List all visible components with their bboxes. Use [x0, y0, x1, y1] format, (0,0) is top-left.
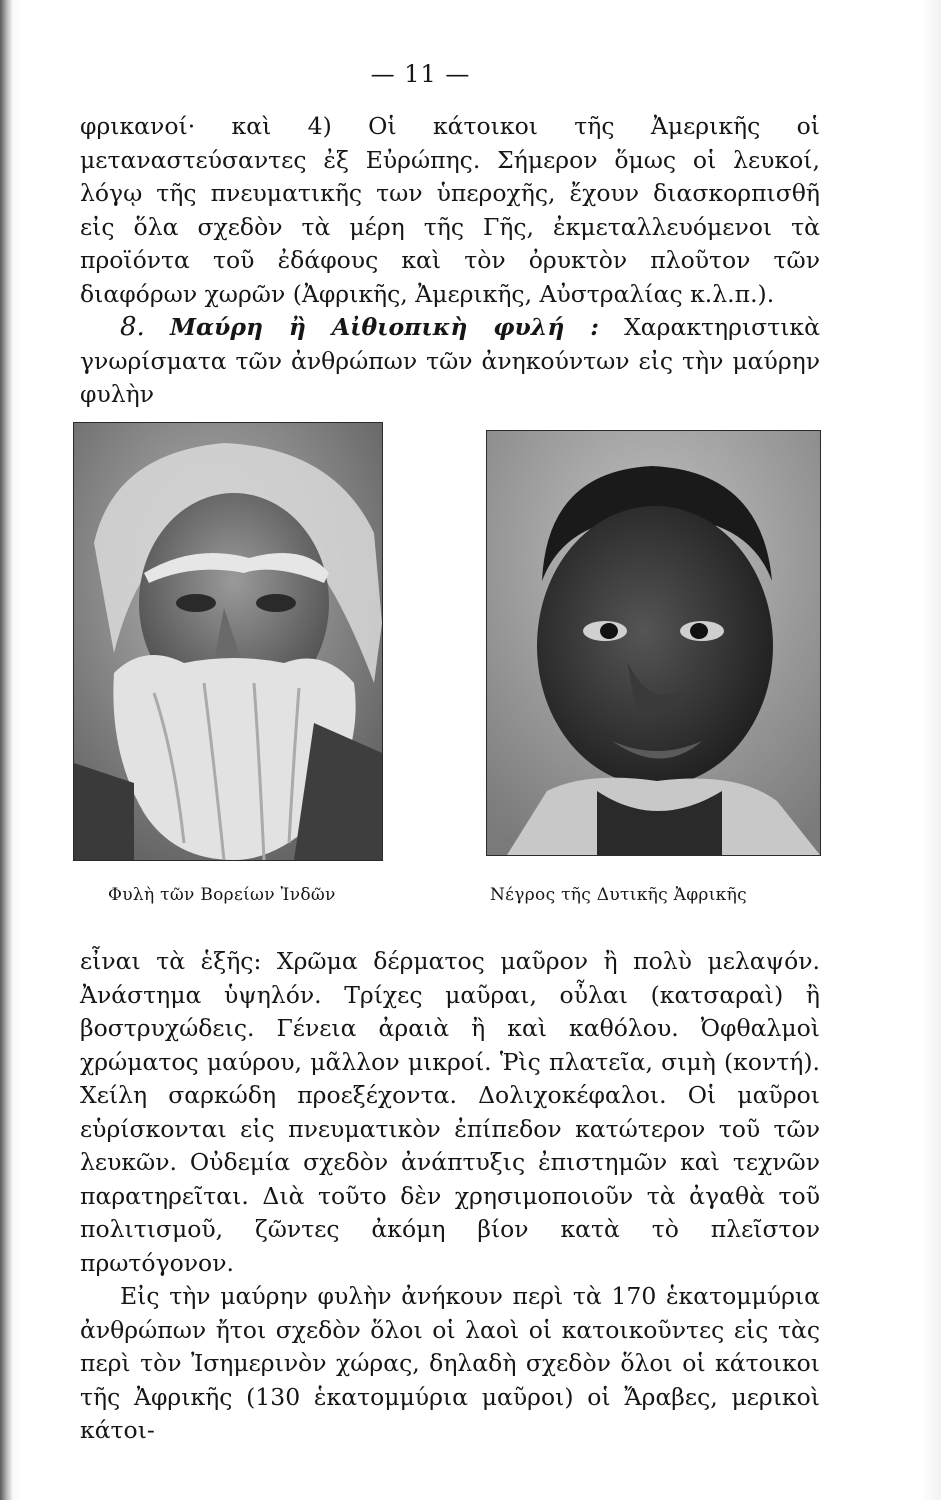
portrait-photo-west-african	[486, 430, 821, 856]
young-man-portrait-icon	[487, 431, 820, 855]
text-block-bottom	[80, 945, 820, 1448]
figure-caption-left: Φυλὴ τῶν Βορείων Ἰνδῶν	[108, 885, 336, 905]
figure-caption-right: Νέγρος τῆς Δυτικῆς Ἀφρικῆς	[490, 885, 747, 905]
section-title: Μαύρη ἢ Αἰθιοπικὴ φυλή :	[169, 313, 599, 341]
section-heading-paragraph	[80, 311, 820, 412]
text-block-top	[80, 110, 820, 412]
paragraph-continuation: φρικανοί· καὶ 4) Οἱ κάτοικοι τῆς Ἀμερικῆς οἱ μεταναστεύσαντες ἐξ Εὐρώπης. Σήμερον ὅμως οἱ λευκοί, λόγῳ τῆς πνευματικῆς των ὑπεροχῆς, ἔχουν διασκορπισθῆ εἰς ὅλα σχεδὸν τὰ μέρη τῆς Γῆς, ἐκμεταλλευόμενοι τὰ προϊόντα τοῦ ἐδάφους καὶ τὸν ὀρυκτὸν πλοῦτον τῶν διαφόρων χωρῶν (Ἀφρικῆς, Ἀμερικῆς, Αὐστραλίας κ.λ.π.).	[80, 112, 820, 308]
section-intro: Χαρακτηριστικὰ γνωρίσματα τῶν ἀνθρώπων τῶν ἀνηκούντων εἰς τὴν μαύρην φυλὴν	[80, 313, 820, 408]
page-number: — 11 —	[370, 60, 471, 88]
page-binding-edge	[0, 0, 12, 1500]
paragraph-characteristics: εἶναι τὰ ἑξῆς: Χρῶμα δέρματος μαῦρον ἢ πολὺ μελαψόν. Ἀνάστημα ὑψηλόν. Τρίχες μαῦραι, οὖλαι (κατσαραὶ) ἢ βοστρυχώδεις. Γένεια ἀραιὰ ἢ καὶ καθόλου. Ὀφθαλμοὶ χρώματος μαύρου, μᾶλλον μικροί. Ῥὶς πλατεῖα, σιμὴ (κοντή). Χείλη σαρκώδη προεξέχοντα. Δολιχοκέφαλοι. Οἱ μαῦροι εὑρίσκονται εἰς πνευματικὸν ἐπίπεδον κατώτερον τοῦ τῶν λευκῶν. Οὐδεμία σχεδὸν ἀνάπτυξις ἐπιστημῶν καὶ τεχνῶν παρατηρεῖται. Διὰ τοῦτο δὲν χρησιμοποιοῦν τὰ ἀγαθὰ τοῦ πολιτισμοῦ, ζῶντες ἀκόμη βίον κατὰ τὸ πλεῖστον πρωτόγονον.	[80, 947, 820, 1277]
paragraph-population: Εἰς τὴν μαύρην φυλὴν ἀνήκουν περὶ τὰ 170 ἑκατομμύρια ἀνθρώπων ἤτοι σχεδὸν ὅλοι οἱ λαοὶ οἱ κατοικοῦντες εἰς τὰς περὶ τὸν Ἰσημερινὸν χώρας, δηλαδὴ σχεδὸν ὅλοι οἱ κάτοικοι τῆς Ἀφρικῆς (130 ἑκατομμύρια μαῦροι) οἱ Ἄραβες, μερικοὶ κάτοι-	[80, 1282, 820, 1444]
section-number: 8.	[120, 312, 145, 342]
bearded-man-portrait-icon	[74, 423, 382, 860]
portrait-photo-north-indian	[73, 422, 383, 861]
